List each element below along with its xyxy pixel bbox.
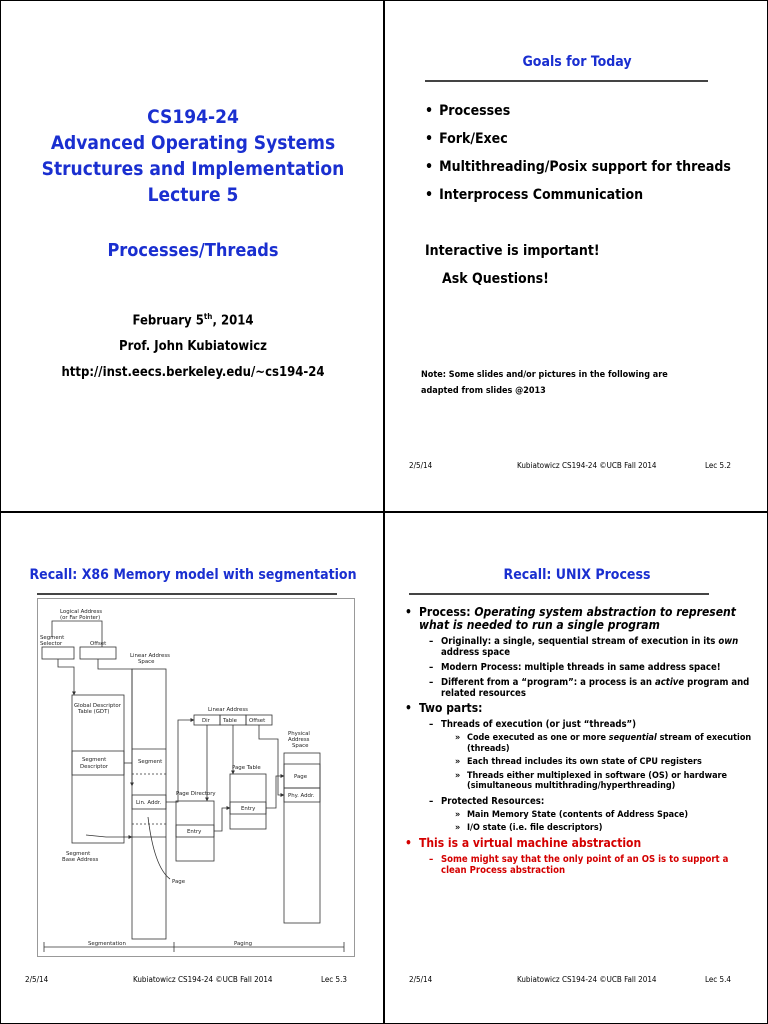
page-pointer [148,817,170,879]
page-pointer-label: Page [172,879,186,885]
page-arrow [266,776,284,808]
x86-memory-slide [0,512,384,1024]
lecture-title [1,104,384,208]
page-box-label: Page [294,774,308,780]
ask-questions-text: Ask Questions! [442,271,549,287]
segment-label: Segment [40,635,65,641]
goals-list [425,97,731,209]
list-item: » Threads either multiplexed in software (OS) or hardware (simultaneous multithrading/hyperthreading) [405,771,755,792]
list-item: » Main Memory State (contents of Address Space) [405,810,755,821]
list-item: – Modern Process: multiple threads in same address space! [405,662,755,673]
page-table [230,774,266,829]
process-outline [405,603,755,876]
footer-date: 2/5/14 [409,461,433,470]
segmentation-label: Segmentation [88,941,126,947]
list-item: – Some might say that the only point of an OS is to support a clean Process abstraction [405,854,755,876]
segmentation-paging-diagram [37,598,355,957]
descriptor-label: Descriptor [80,764,109,770]
course-name-line-1: Advanced Operating Systems [50,132,336,154]
footer-course: Kubiatowicz CS194-24 ©UCB Fall 2014 [133,975,273,984]
note-line: adapted from slides @2013 [421,386,546,396]
footer-lecture-number: Lec 5.2 [705,461,731,470]
slide-heading: Recall: UNIX Process [503,567,651,583]
footer-date: 2/5/14 [409,975,433,984]
segment-descriptor-box [72,751,124,775]
entry-label: Entry [187,829,202,835]
credits-note [421,367,701,399]
segment-base-arrow [86,835,132,837]
selector-label: Selector [40,641,63,647]
offset-box [80,647,116,659]
lin-addr-arrow [166,720,194,802]
logical-address-label: Logical Address [60,609,103,615]
lecture-subtitle: Processes/Threads [107,240,279,261]
lecture-date: February 5th, 2014 [132,312,254,329]
list-item: – Originally: a single, sequential stream of execution in its own address space [405,636,755,658]
list-item: » I/O state (i.e. file descriptors) [405,823,755,834]
selector-box [42,647,74,659]
page-table-label: Page Table [232,765,261,771]
footer-lecture-number: Lec 5.4 [705,975,731,984]
list-item: • Fork/Exec [425,125,731,153]
dir-label: Dir [202,718,210,724]
footer-lecture-number: Lec 5.3 [321,975,347,984]
physical-label: Space [292,743,309,749]
unix-process-slide [384,512,768,1024]
selector-arrow [58,659,74,695]
list-item: • Interprocess Communication [425,181,731,209]
list-item: • Processes [425,97,731,125]
list-item: • Two parts: [405,702,755,715]
list-item: • Process: Operating system abstraction to represent what is needed to run a single program [405,606,755,632]
interactive-text: Interactive is important! [425,243,600,259]
list-item: • This is a virtual machine abstraction [405,837,755,850]
descriptor-label: Segment [82,757,107,763]
heading-rule [425,80,708,82]
interactive-note [425,237,600,293]
far-pointer-label: (or Far Pointer) [60,615,101,621]
slide-heading: Recall: X86 Memory model with segmentation [29,567,357,583]
segment-base-label: Base Address [62,857,99,863]
list-item: » Each thread includes its own state of CPU registers [405,757,755,768]
segment-base-label: Segment [66,851,91,857]
phy-addr-label: Phy. Addr. [288,793,315,799]
list-item: – Threads of execution (or just “threads”) [405,719,755,730]
lecture-info [1,304,384,386]
course-url: http://inst.eecs.berkeley.edu/~cs194-24 [61,365,325,381]
entry-arrow [214,808,230,831]
list-item: – Different from a “program”: a process is an active program and related resources [405,677,755,699]
lecture-author: Prof. John Kubiatowicz [119,339,267,355]
paging-label: Paging [234,941,253,947]
footer-course: Kubiatowicz CS194-24 ©UCB Fall 2014 [517,975,657,984]
lecture-number: Lecture 5 [147,184,239,206]
page-directory-label: Page Directory [176,791,216,797]
gdt-label: Table (GDT) [78,709,110,715]
list-item: – Protected Resources: [405,796,755,807]
table-label: Table [223,718,237,724]
offset-to-phy-arrow [259,725,284,795]
list-item: • Multithreading/Posix support for threads [425,153,731,181]
linear-address-label: Linear Address [208,707,248,713]
heading-rule [409,593,709,595]
footer-date: 2/5/14 [25,975,49,984]
entry-label: Entry [241,806,256,812]
goals-slide [384,0,768,512]
offset2-label: Offset [249,718,266,724]
course-code: CS194-24 [147,106,239,128]
linear-space-label: Linear Address [130,653,170,659]
segment-block-label: Segment [138,759,163,765]
footer-course: Kubiatowicz CS194-24 ©UCB Fall 2014 [517,461,657,470]
physical-label: Address [288,737,310,743]
physical-label: Physical [288,731,310,737]
gdt-label: Global Descriptor [74,703,121,709]
note-line: Note: Some slides and/or pictures in the following are [421,370,668,380]
heading-rule [37,593,337,595]
title-slide [0,0,384,512]
linear-space-label: Space [138,659,155,665]
offset-label: Offset [90,641,107,647]
lin-addr-label: Lin. Addr. [136,800,162,806]
course-name-line-2: Structures and Implementation [41,158,345,180]
slide-heading: Goals for Today [522,54,632,70]
list-item: » Code executed as one or more sequential stream of execution (threads) [405,733,755,754]
